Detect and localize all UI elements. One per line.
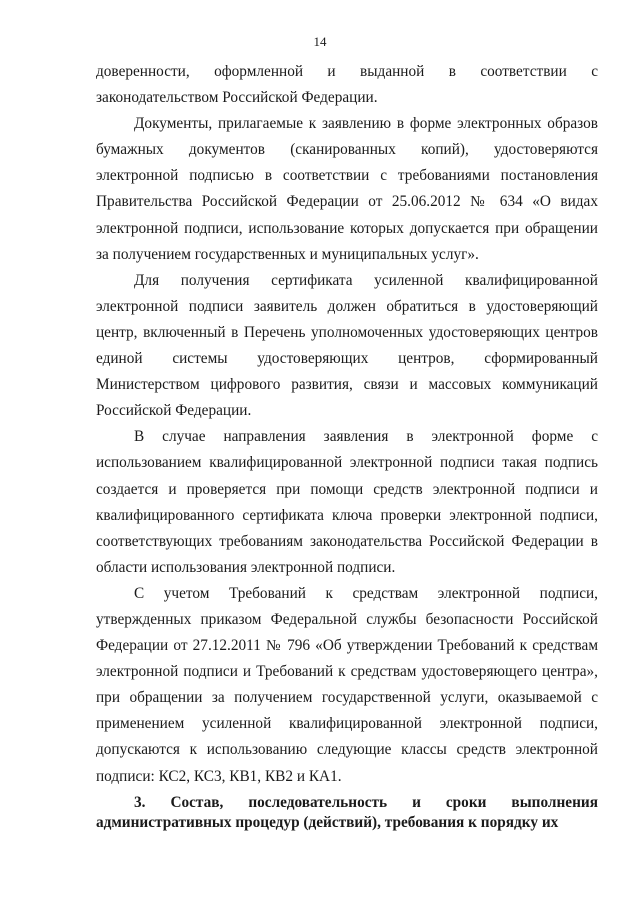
paragraph-signature-classes: С учетом Требований к средствам электронной подписи, утвержденных приказом Федеральной службы безопасности Российской Федерации от 27.12.2011 № 796 «Об утверждении Требований к средствам электронной подписи и Требований к средствам удостоверяющего центра», при обращении за получением государственной услуги, оказываемой с применением усиленной квалифицированной электронной подписи, допускаются к использованию следующие классы средств электронной подписи: КС2, КС3, КВ1, КВ2 и КА1. xyxy=(96,584,598,785)
section-heading: 3. Состав, последовательность и сроки выполнения административных процедур (действий), требования к порядку их xyxy=(96,793,598,831)
document-body xyxy=(96,59,598,833)
page-number: 14 xyxy=(313,34,327,49)
paragraph-qualified-signature: В случае направления заявления в электронной форме с использованием квалифицированной электронной подписи такая подпись создается и проверяется при помощи средств электронной подписи и квалифицированного сертификата ключа проверки электронной подписи, соответствующих требованиям законодательства Российской Федерации в области использования электронной подписи. xyxy=(96,428,598,576)
paragraph-certificate: Для получения сертификата усиленной квалифицированной электронной подписи заявитель должен обратиться в удостоверяющий центр, включенный в Перечень уполномоченных удостоверяющих центров единой системы удостоверяющих центров, сформированный Министерством цифрового развития, связи и массовых коммуникаций Российской Федерации. xyxy=(96,271,598,420)
paragraph-scanned-documents: Документы, прилагаемые к заявлению в форме электронных образов бумажных документов (сканированных копий), удостоверяются электронной подписью в соответствии с требованиями постановления Правительства Российской Федерации от 25.06.2012 № 634 «О видах электронной подписи, использование которых допускается при обращении за получением государственных и муниципальных услуг». xyxy=(96,115,598,263)
paragraph-continuation: доверенности, оформленной и выданной в соответствии с законодательством Российской Федерации. xyxy=(96,63,598,107)
